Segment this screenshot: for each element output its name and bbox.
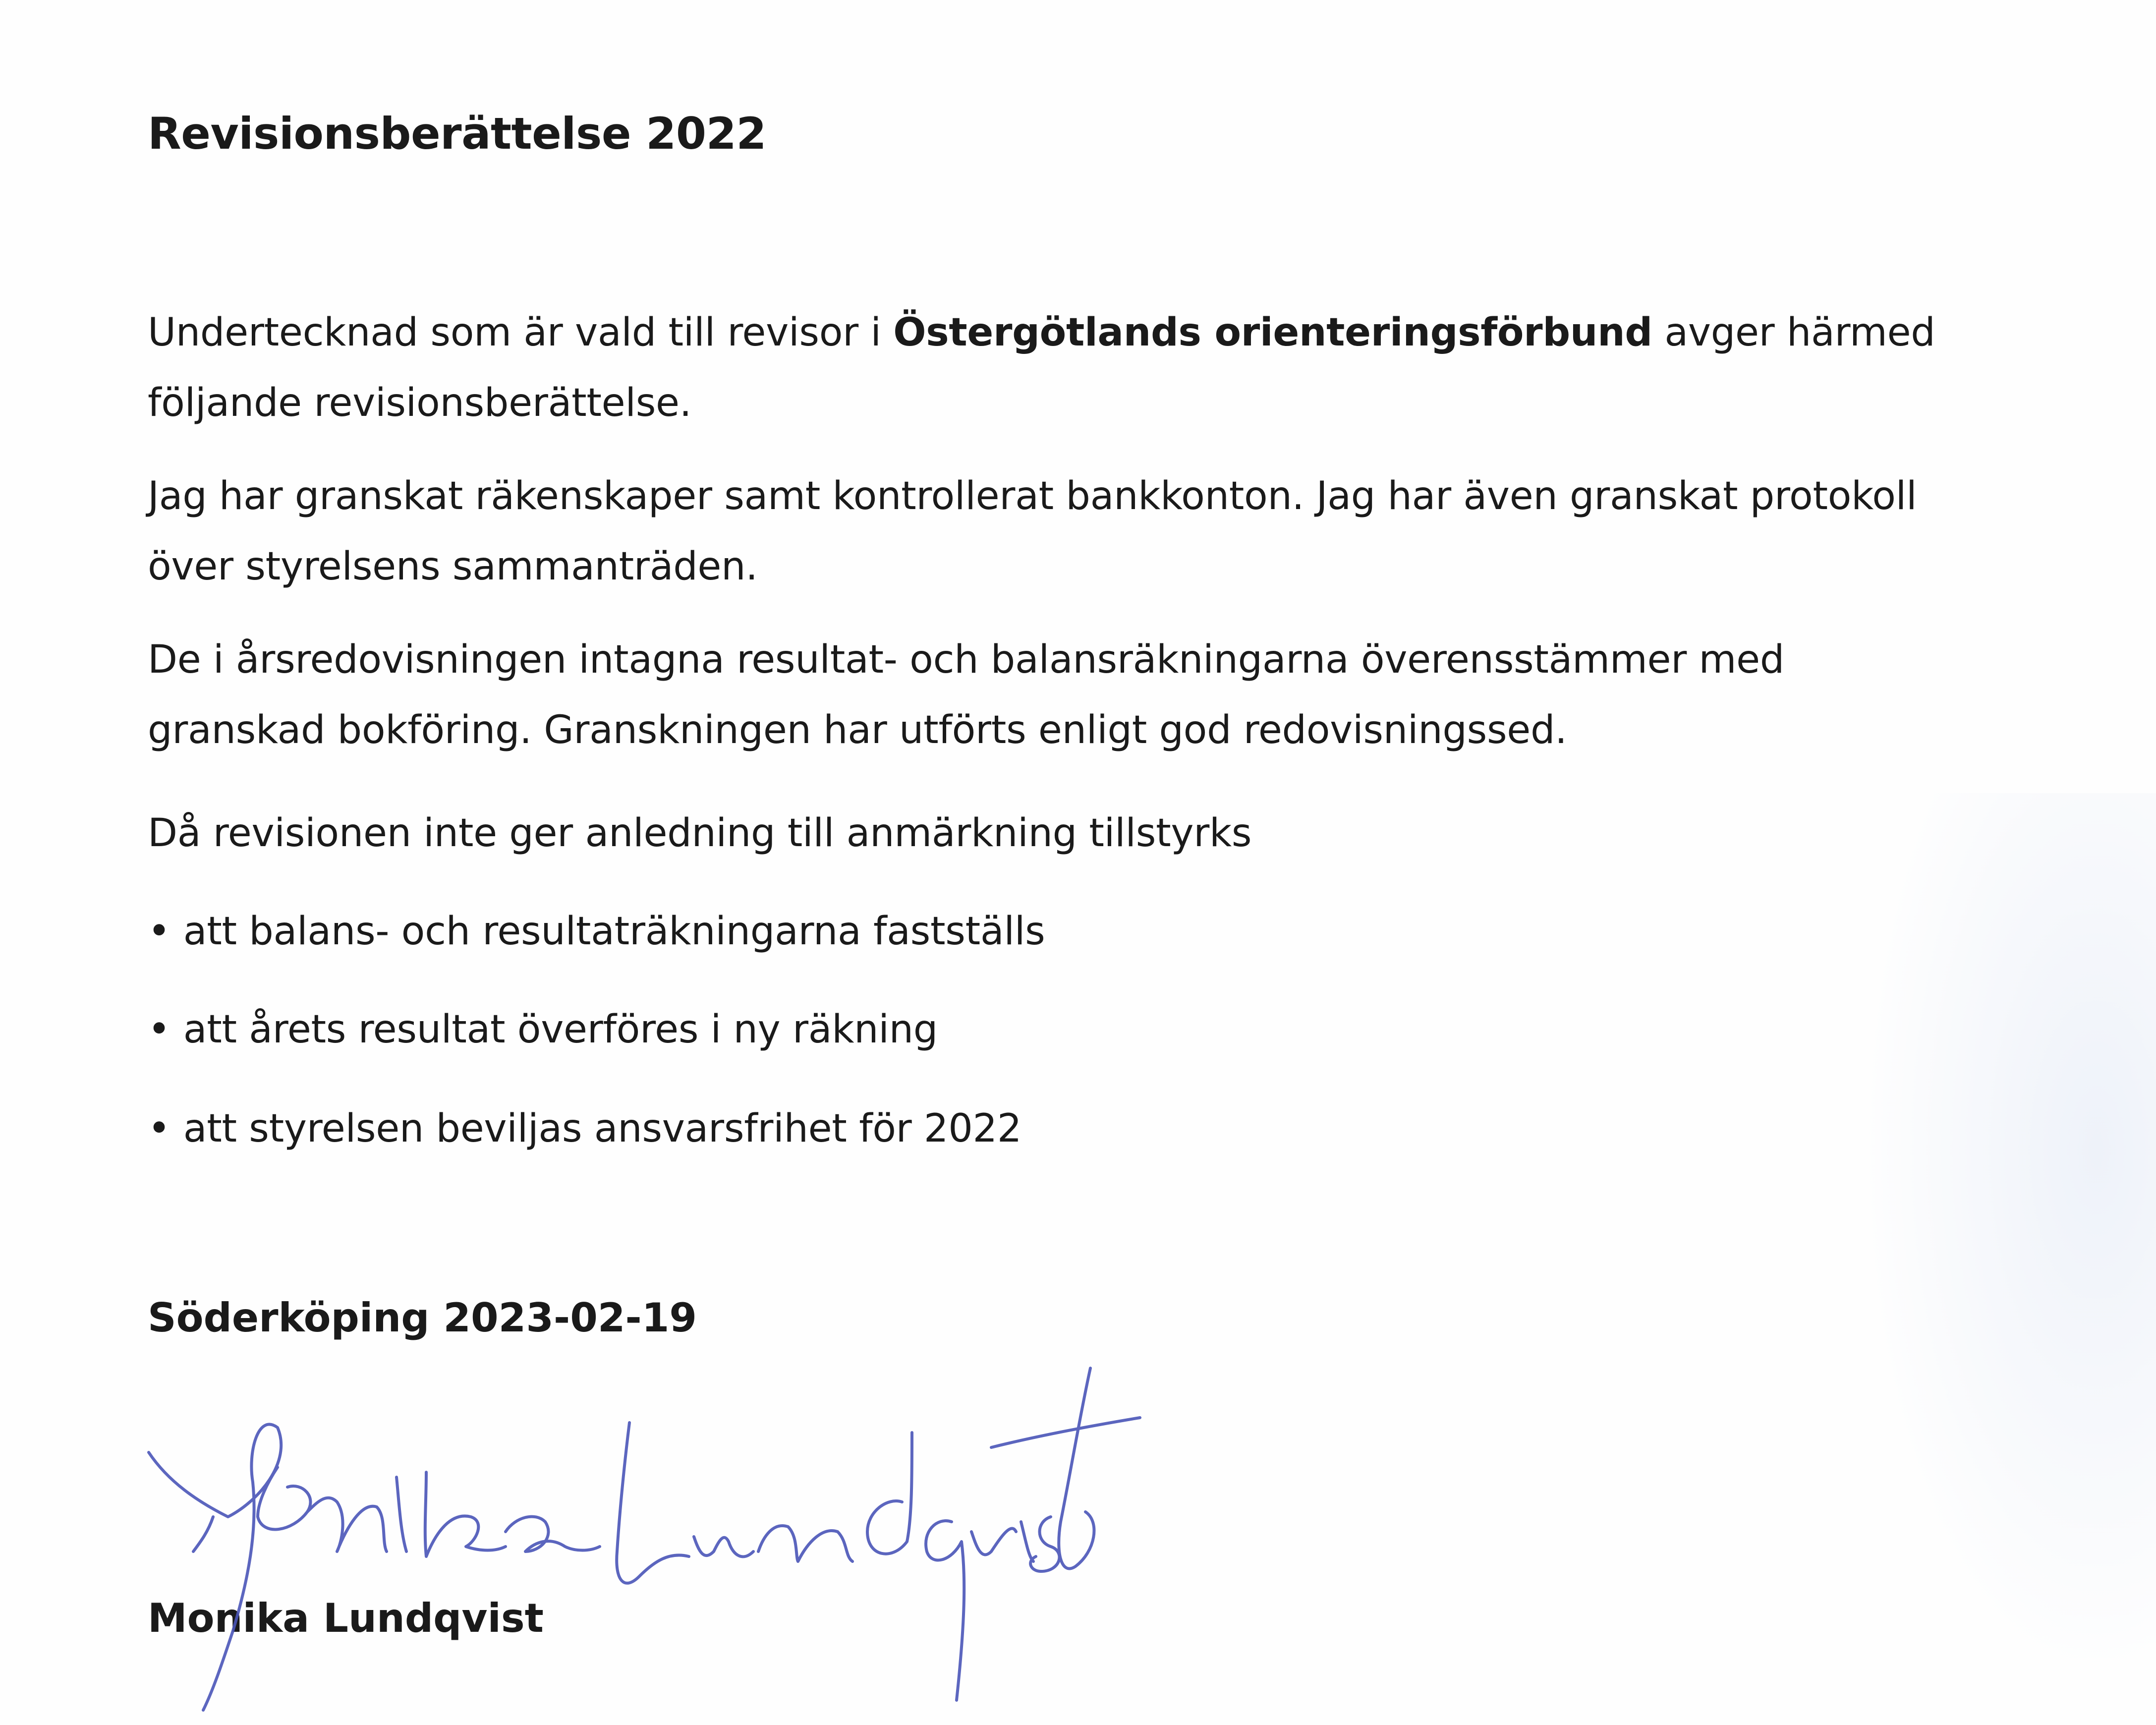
list-item — [148, 1093, 1021, 1164]
scan-tint — [1859, 793, 2156, 1685]
list-item — [148, 994, 938, 1065]
list-item-text: att årets resultat överföres i ny räkning — [183, 1007, 938, 1052]
paragraph-1-text-after: avger härmed — [1652, 310, 1935, 355]
document-title: Revisionsberättelse 2022 — [148, 108, 767, 159]
signer-name: Monika Lundqvist — [148, 1595, 544, 1641]
bullet-icon: • — [148, 1007, 170, 1052]
bullet-icon: • — [148, 909, 170, 954]
paragraph-1-text-before: Undertecknad som är vald till revisor i — [148, 310, 894, 355]
place-and-date: Söderköping 2023-02-19 — [148, 1295, 697, 1341]
paragraph-2-line-1: Jag har granskat räkenskaper samt kontrollerat bankkonton. Jag har även granskat protokoll — [148, 474, 1917, 518]
paragraph-2 — [148, 461, 1917, 602]
paragraph-3 — [148, 625, 1784, 765]
list-item — [148, 896, 1045, 967]
handwritten-signature — [129, 1353, 1170, 1720]
paragraph-4: Då revisionen inte ger anledning till anmärkning tillstyrks — [148, 811, 1252, 856]
paragraph-1-line-2: följande revisionsberättelse. — [148, 381, 692, 425]
paragraph-3-line-2: granskad bokföring. Granskningen har utförts enligt god redovisningssed. — [148, 708, 1567, 752]
organization-name: Östergötlands orienteringsförbund — [893, 310, 1652, 355]
paragraph-3-line-1: De i årsredovisningen intagna resultat- och balansräkningarna överensstämmer med — [148, 637, 1785, 682]
list-item-text: att balans- och resultaträkningarna fastställs — [183, 909, 1045, 954]
paragraph-1 — [148, 297, 1935, 438]
signature-strokes — [149, 1368, 1140, 1710]
list-item-text: att styrelsen beviljas ansvarsfrihet för 2022 — [183, 1106, 1022, 1151]
paragraph-2-line-2: över styrelsens sammanträden. — [148, 544, 758, 589]
bullet-icon: • — [148, 1106, 170, 1151]
